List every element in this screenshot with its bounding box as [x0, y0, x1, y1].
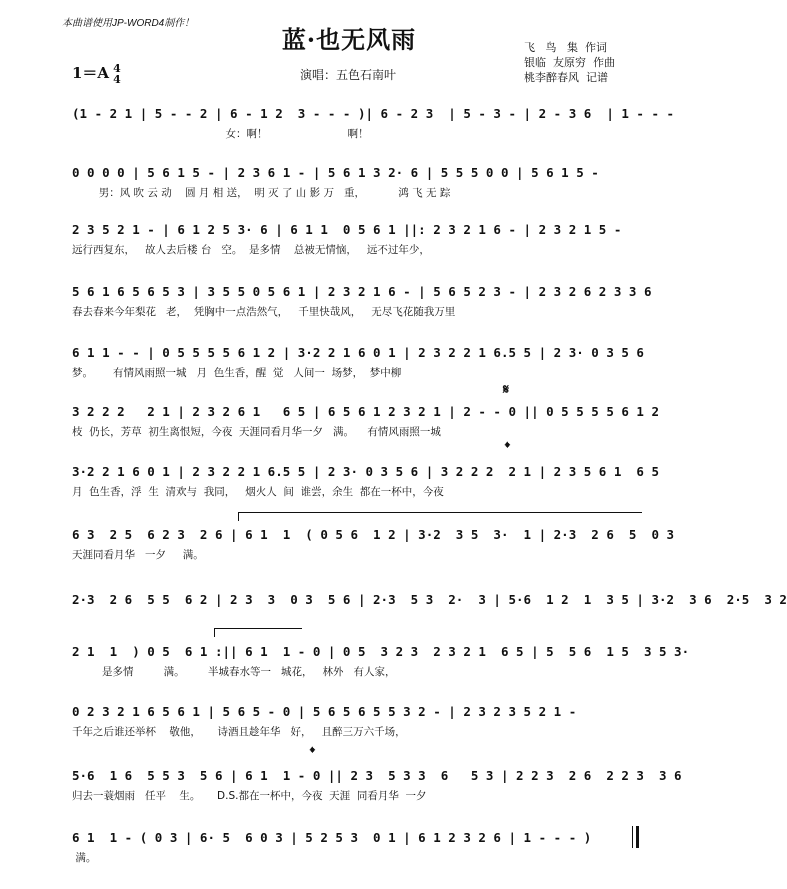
lyrics-line: 春去春来今年梨花 老， 凭胸中一点浩然气， 千里快哉风， 无尽飞花随我万里: [72, 306, 456, 318]
notation-line: 2 3 5 2 1 - | 6 1 2 5 3· 6 | 6 1 1 0 5 6 1 ||: 2 3 2 1 6 - | 2 3 2 1 5 -: [72, 222, 622, 237]
score-line: [72, 642, 690, 678]
volta-bracket-second: [214, 628, 302, 637]
segno-icon: 𝄋: [503, 382, 510, 398]
lyrics-line: 是多情 满。 半城春水等一 城花， 林外 有人家，: [72, 666, 396, 678]
lyrics-line: 枝 仍长，芳草 初生离恨短，今夜 天涯同看月华一夕 满。 有情风雨照一城: [72, 426, 441, 438]
notation-line: 6 1 1 - ( 0 3 | 6· 5 6 0 3 | 5 2 5 3 0 1 | 6 1 2 3 2 6 | 1 - - - ): [72, 830, 592, 845]
notation-line: 3·2 2 1 6 0 1 | 2 3 2 2 1 6.5 5 | 2 3· 0 3 5 6 | 3 2 2 2 2 1 | 2 3 5 6 1 6 5: [72, 464, 659, 479]
lyrics-line: 男：风 吹 云 动 圆 月 相 送， 明 灭 了 山 影 万 重， 鸿 飞 无 踪: [72, 187, 451, 199]
notation-line: (1 - 2 1 | 5 - - 2 | 6 - 1 2 3 - - - )| 6 - 2 3 | 5 - 3 - | 2 - 3 6 | 1 - - -: [72, 106, 675, 121]
lyrics-line: 月 色生香，浮 生 清欢与 我同， 烟火人 间 谁尝，余生 都在一杯中，今夜: [72, 486, 444, 498]
key-label: 1＝A: [72, 64, 110, 82]
singer-credit: 演唱：五色石南叶: [300, 68, 397, 82]
score-line: [72, 402, 659, 438]
coda-icon: 𝄌: [505, 440, 510, 456]
notation-line: 5·6 1 6 5 5 3 5 6 | 6 1 1 - 0 || 2 3 5 3 3 6 5 3 | 2 2 3 2 6 2 2 3 3 6: [72, 768, 682, 783]
lyrics-line: 梦。 有情风雨照一城 月 色生香，醒 觉 人间一 场梦， 梦中柳: [72, 367, 402, 379]
lyrics-line: 远行西复东， 故人去后楼 台 空。 是多情 总被无情恼， 远不过年少，: [72, 244, 430, 256]
key-signature: [72, 62, 121, 85]
lyrics-line: [72, 612, 638, 628]
lyricist-credit: 飞 鸟 集 作词: [524, 41, 607, 54]
notation-line: 5 6 1 6 5 6 5 3 | 3 5 5 0 5 6 1 | 2 3 2 1 6 - | 5 6 5 2 3 - | 2 3 2 6 2 3 3 6: [72, 284, 652, 299]
volta-bracket-first: [238, 512, 642, 521]
score-line: [72, 104, 675, 140]
lyrics-line: 天涯同看月华 一夕 满。: [72, 549, 204, 561]
score-line: [72, 525, 675, 561]
score-line: [72, 163, 638, 199]
score-line: [72, 462, 659, 498]
time-top: 4: [113, 62, 121, 75]
score-line: [72, 766, 682, 802]
coda-icon: 𝄌: [310, 745, 315, 761]
time-signature: [113, 63, 121, 85]
score-line: [72, 282, 652, 318]
time-bottom: 4: [113, 73, 121, 86]
score-line: [72, 590, 787, 610]
notation-line: 2 1 1 ) 0 5 6 1 :|| 6 1 1 - 0 | 0 5 3 2 3 2 3 2 1 6 5 | 5 5 6 1 5 3 5 3·: [72, 644, 690, 659]
notation-line: 3 2 2 2 2 1 | 2 3 2 6 1 6 5 | 6 5 6 1 2 3 2 1 | 2 - - 0 || 0 5 5 5 5 6 1 2: [72, 404, 659, 419]
notation-line: 6 3 2 5 6 2 3 2 6 | 6 1 1 ( 0 5 6 1 2 | 3·2 3 5 3· 1 | 2·3 2 6 5 0 3: [72, 527, 675, 542]
notation-line: 0 2 3 2 1 6 5 6 1 | 5 6 5 - 0 | 5 6 5 6 5 5 3 2 - | 2 3 2 3 5 2 1 -: [72, 704, 577, 719]
notation-line: 6 1 1 - - | 0 5 5 5 5 6 1 2 | 3·2 2 1 6 0 1 | 2 3 2 2 1 6.5 5 | 2 3· 0 3 5 6: [72, 345, 644, 360]
credits: [524, 40, 615, 85]
score-line: [72, 702, 638, 738]
software-note: 本曲谱使用JP-WORD4制作！: [62, 18, 195, 29]
score-line: [72, 828, 638, 864]
lyrics-line: 女：啊！ 啊！: [72, 128, 369, 140]
lyrics-line: 满。: [72, 852, 97, 864]
composer-credit: 银临 友原穷 作曲: [524, 56, 615, 69]
notation-line: 0 0 0 0 | 5 6 1 5 - | 2 3 6 1 - | 5 6 1 3 2· 6 | 5 5 5 0 0 | 5 6 1 5 -: [72, 165, 599, 180]
score-line: [72, 220, 638, 256]
notation-line: 2·3 2 6 5 5 6 2 | 2 3 3 0 3 5 6 | 2·3 5 3 2· 3 | 5·6 1 2 1 3 5 | 3·2 3 6 2·5 3 2: [72, 592, 787, 607]
score-line: [72, 343, 644, 379]
final-barline: [632, 826, 639, 848]
transcriber-credit: 桃李醉春风 记谱: [524, 71, 608, 84]
lyrics-line: 千年之后谁还举杯 敬他， 诗酒且趁年华 好， 且醉三万六千场，: [72, 726, 406, 738]
song-title: 蓝·也无风雨: [281, 25, 417, 54]
lyrics-line: 归去一蓑烟雨 任平 生。 D.S.都在一杯中，今夜 天涯 同看月华 一夕: [72, 790, 427, 802]
